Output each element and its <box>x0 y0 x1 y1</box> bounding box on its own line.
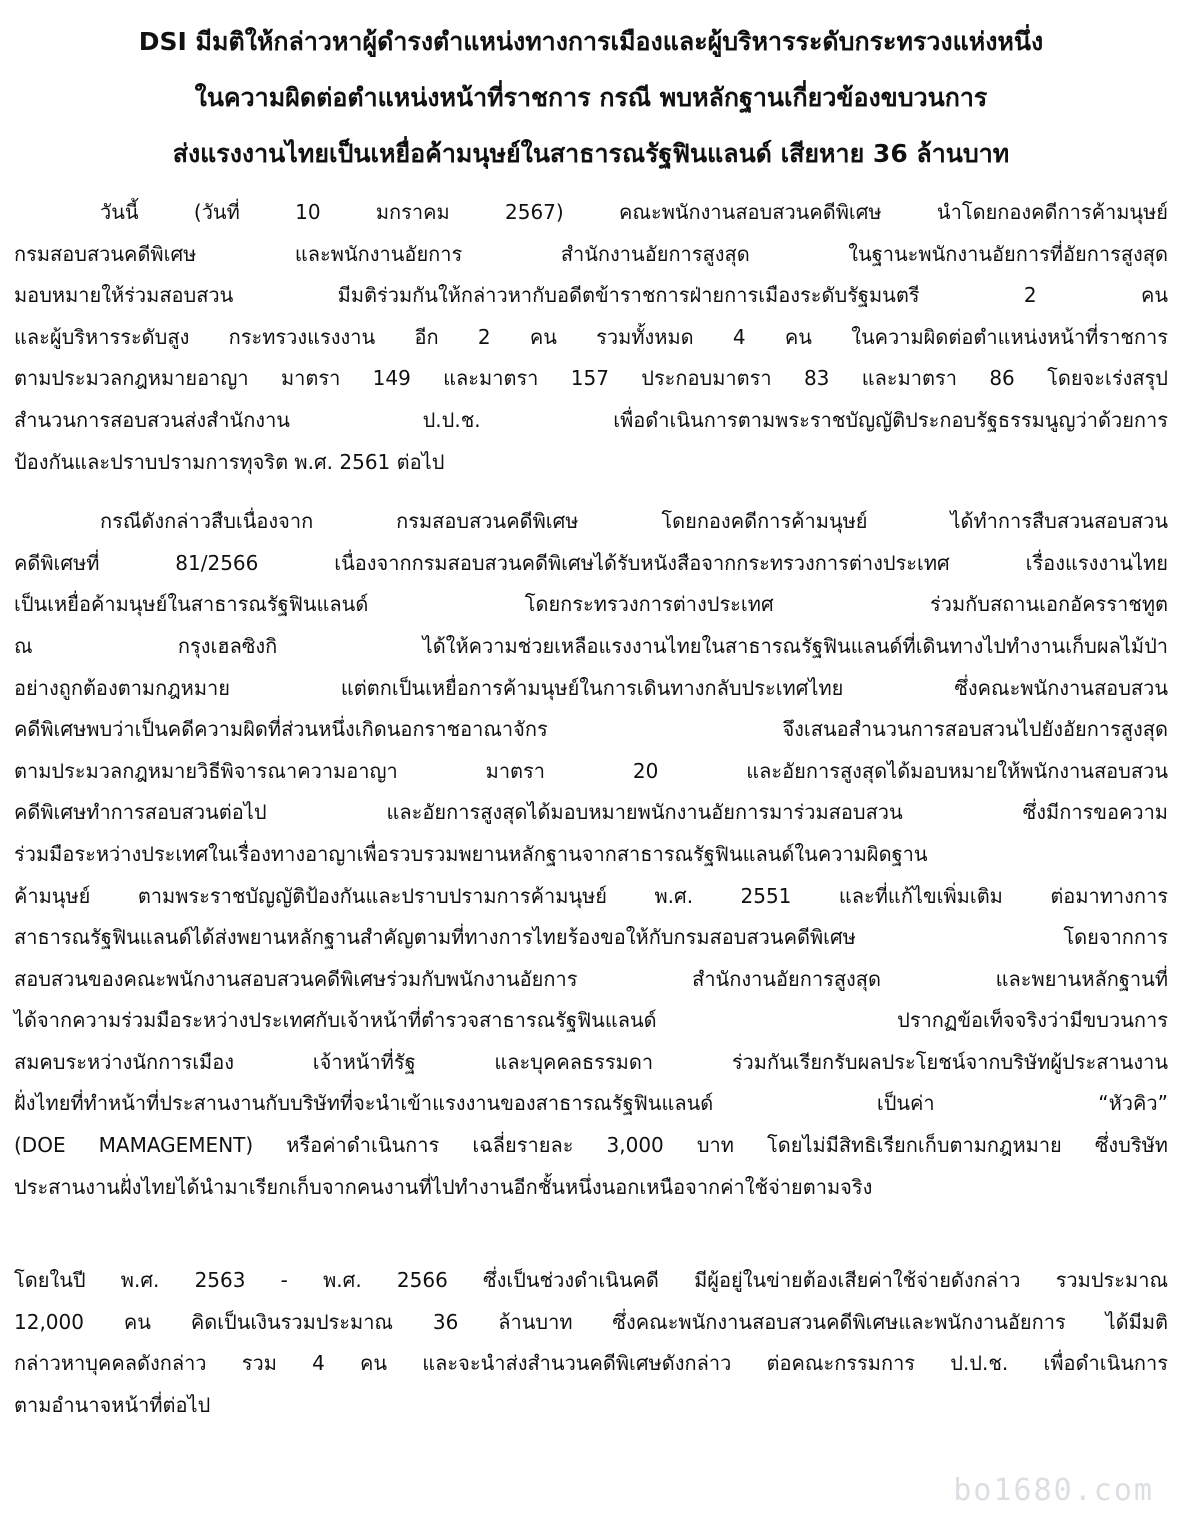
paragraph-line: ประสานงานฝั่งไทยได้นำมาเรียกเก็บจากคนงานที่ไปทำงานอีกชั้นหนึ่งนอกเหนือจากค่าใช้จ่ายตามจริง <box>14 1174 873 1199</box>
title-line: DSI มีมติให้กล่าวหาผู้ดำรงตำแหน่งทางการเมืองและผู้บริหารระดับกระทรวงแห่งหนึ่ง <box>138 27 1044 56</box>
paragraph-line: เป็นเหยื่อค้ามนุษย์ในสาธารณรัฐฟินแลนด์ โดยกระทรวงการต่างประเทศ ร่วมกับสถานเอกอัครราชทูต <box>14 592 1168 617</box>
paragraph-line: (DOE MAMAGEMENT) หรือค่าดำเนินการ เฉลี่ยรายละ 3,000 บาท โดยไม่มีสิทธิเรียกเก็บตามกฎหมาย ซึ่งบริษัท <box>14 1133 1168 1158</box>
paragraph-line: ป้องกันและปราบปรามการทุจริต พ.ศ. 2561 ต่อไป <box>14 449 445 474</box>
paragraph-line: คดีพิเศษทำการสอบสวนต่อไป และอัยการสูงสุดได้มอบหมายพนักงานอัยการมาร่วมสอบสวน ซึ่งมีการขอความ <box>14 800 1168 825</box>
paragraph-spacer <box>14 483 1168 501</box>
paragraph-spacer <box>14 1208 1168 1260</box>
paragraph-3 <box>14 1260 1168 1426</box>
title-line: ส่งแรงงานไทยเป็นเหยื่อค้ามนุษย์ในสาธารณรัฐฟินแลนด์ เสียหาย 36 ล้านบาท <box>172 139 1010 168</box>
paragraph-line: ตามประมวลกฎหมายอาญา มาตรา 149 และมาตรา 157 ประกอบมาตรา 83 และมาตรา 86 โดยจะเร่งสรุป <box>14 366 1168 391</box>
paragraph-line: คดีพิเศษพบว่าเป็นคดีความผิดที่ส่วนหนึ่งเกิดนอกราชอาณาจักร จึงเสนอสำนวนการสอบสวนไปยังอัยการสูงสุด <box>14 717 1168 742</box>
paragraph-line: วันนี้ (วันที่ 10 มกราคม 2567) คณะพนักงานสอบสวนคดีพิเศษ นำโดยกองคดีการค้ามนุษย์ <box>100 200 1168 224</box>
watermark-text: bo1680.com <box>953 1473 1154 1508</box>
document-title <box>14 14 1168 182</box>
paragraph-line: ตามประมวลกฎหมายวิธีพิจารณาความอาญา มาตรา 20 และอัยการสูงสุดได้มอบหมายให้พนักงานสอบสวน <box>14 758 1168 783</box>
paragraph-line: กรณีดังกล่าวสืบเนื่องจาก กรมสอบสวนคดีพิเศษ โดยกองคดีการค้ามนุษย์ ได้ทำการสืบสวนสอบสวน <box>100 509 1168 534</box>
paragraph-line: สำนวนการสอบสวนส่งสำนักงาน ป.ป.ช. เพื่อดำเนินการตามพระราชบัญญัติประกอบรัฐธรรมนูญว่าด้วยการ <box>14 407 1168 432</box>
paragraph-1 <box>14 192 1168 483</box>
paragraph-line: กรมสอบสวนคดีพิเศษ และพนักงานอัยการ สำนักงานอัยการสูงสุด ในฐานะพนักงานอัยการที่อัยการสูงสุด <box>14 241 1168 266</box>
paragraph-line: ได้จากความร่วมมือระหว่างประเทศกับเจ้าหน้าที่ตำรวจสาธารณรัฐฟินแลนด์ ปรากฏข้อเท็จจริงว่ามีขบวนการ <box>14 1008 1168 1033</box>
paragraph-line: ณ กรุงเฮลซิงกิ ได้ให้ความช่วยเหลือแรงงานไทยในสาธารณรัฐฟินแลนด์ที่เดินทางไปทำงานเก็บผลไม้ป่า <box>14 633 1168 658</box>
paragraph-line: คดีพิเศษที่ 81/2566 เนื่องจากกรมสอบสวนคดีพิเศษได้รับหนังสือจากกระทรวงการต่างประเทศ เรื่องแรงงานไทย <box>14 550 1168 575</box>
title-line: ในความผิดต่อตำแหน่งหน้าที่ราชการ กรณี พบหลักฐานเกี่ยวข้องขบวนการ <box>194 83 988 112</box>
paragraph-line: สมคบระหว่างนักการเมือง เจ้าหน้าที่รัฐ และบุคคลธรรมดา ร่วมกันเรียกรับผลประโยชน์จากบริษัทผู้ประสานงาน <box>14 1049 1168 1074</box>
paragraph-line: สอบสวนของคณะพนักงานสอบสวนคดีพิเศษร่วมกับพนักงานอัยการ สำนักงานอัยการสูงสุด และพยานหลักฐานที่ <box>14 966 1168 991</box>
paragraph-line: อย่างถูกต้องตามกฎหมาย แต่ตกเป็นเหยื่อการค้ามนุษย์ในการเดินทางกลับประเทศไทย ซึ่งคณะพนักงานสอบสวน <box>14 675 1168 700</box>
paragraph-line: มอบหมายให้ร่วมสอบสวน มีมติร่วมกันให้กล่าวหากับอดีตข้าราชการฝ่ายการเมืองระดับรัฐมนตรี 2 คน <box>14 283 1168 308</box>
paragraph-line: ตามอำนาจหน้าที่ต่อไป <box>14 1393 211 1418</box>
paragraph-line: และผู้บริหารระดับสูง กระทรวงแรงงาน อีก 2 คน รวมทั้งหมด 4 คน ในความผิดต่อตำแหน่งหน้าที่ราชการ <box>14 324 1168 349</box>
paragraph-line: ค้ามนุษย์ ตามพระราชบัญญัติป้องกันและปราบปรามการค้ามนุษย์ พ.ศ. 2551 และที่แก้ไขเพิ่มเติม ต่อมาทางการ <box>14 883 1168 908</box>
paragraph-line: 12,000 คน คิดเป็นเงินรวมประมาณ 36 ล้านบาท ซึ่งคณะพนักงานสอบสวนคดีพิเศษและพนักงานอัยการ ได้มีมติ <box>14 1309 1168 1334</box>
paragraph-line: สาธารณรัฐฟินแลนด์ได้ส่งพยานหลักฐานสำคัญตามที่ทางการไทยร้องขอให้กับกรมสอบสวนคดีพิเศษ โดยจากการ <box>14 925 1168 950</box>
paragraph-line: กล่าวหาบุคคลดังกล่าว รวม 4 คน และจะนำส่งสำนวนคดีพิเศษดังกล่าว ต่อคณะกรรมการ ป.ป.ช. เพื่อดำเนินการ <box>14 1351 1168 1376</box>
paragraph-line: ร่วมมือระหว่างประเทศในเรื่องทางอาญาเพื่อรวบรวมพยานหลักฐานจากสาธารณรัฐฟินแลนด์ในความผิดฐาน <box>14 841 928 866</box>
paragraph-line: ฝั่งไทยที่ทำหน้าที่ประสานงานกับบริษัทที่จะนำเข้าแรงงานของสาธารณรัฐฟินแลนด์ เป็นค่า “หัวคิว” <box>14 1091 1168 1116</box>
paragraph-2 <box>14 501 1168 1208</box>
paragraph-line: โดยในปี พ.ศ. 2563 - พ.ศ. 2566 ซึ่งเป็นช่วงดำเนินคดี มีผู้อยู่ในข่ายต้องเสียค่าใช้จ่ายดังกล่าว รวมประมาณ <box>14 1268 1168 1293</box>
